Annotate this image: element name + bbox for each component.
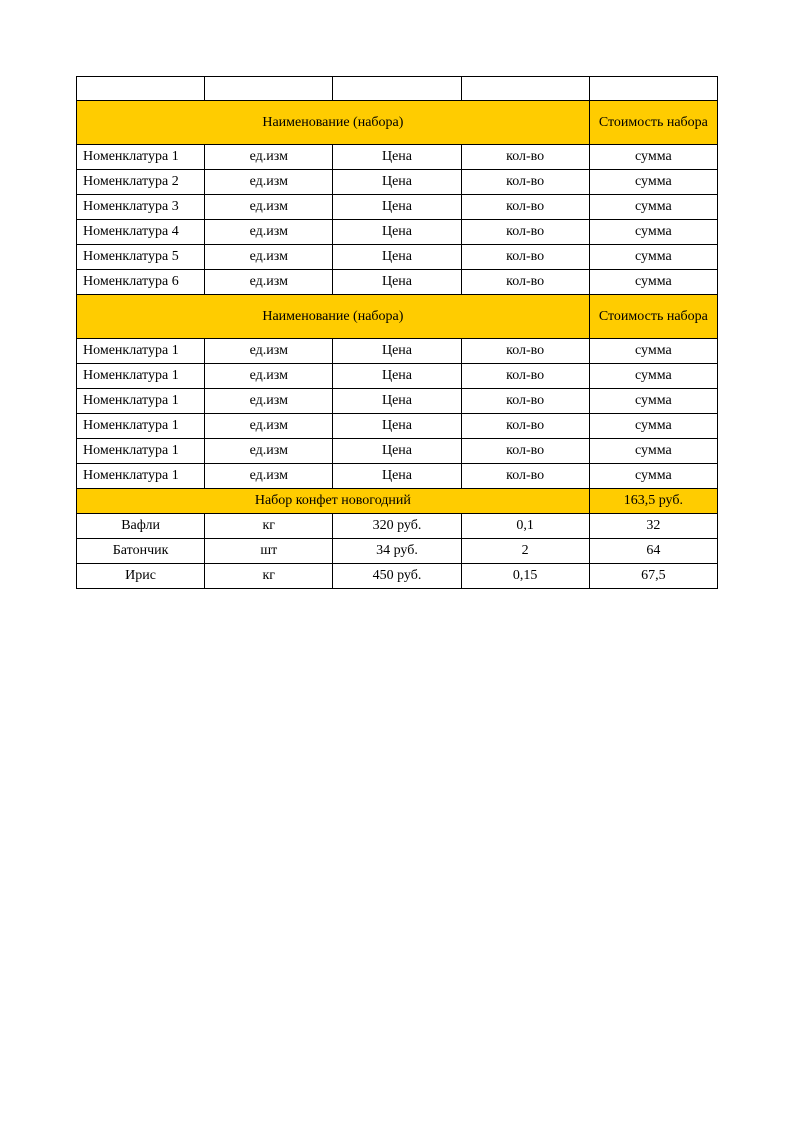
table-row bbox=[77, 414, 718, 439]
item-price[interactable]: Цена bbox=[333, 339, 461, 364]
item-price[interactable]: Цена bbox=[333, 270, 461, 295]
item-unit[interactable]: ед.изм bbox=[205, 339, 333, 364]
item-price[interactable]: Цена bbox=[333, 220, 461, 245]
cell[interactable] bbox=[461, 77, 589, 101]
item-price[interactable]: 450 руб. bbox=[333, 564, 461, 589]
item-qty[interactable]: кол-во bbox=[461, 339, 589, 364]
item-sum[interactable]: сумма bbox=[589, 464, 717, 489]
blank-row bbox=[77, 77, 718, 101]
item-price[interactable]: Цена bbox=[333, 464, 461, 489]
item-name[interactable]: Номенклатура 6 bbox=[77, 270, 205, 295]
item-sum[interactable]: 64 bbox=[589, 539, 717, 564]
cell[interactable] bbox=[205, 77, 333, 101]
table-row bbox=[77, 245, 718, 270]
table-row bbox=[77, 514, 718, 539]
item-price[interactable]: Цена bbox=[333, 364, 461, 389]
item-price[interactable]: Цена bbox=[333, 389, 461, 414]
item-price[interactable]: Цена bbox=[333, 245, 461, 270]
set-name-header[interactable]: Наименование (набора) bbox=[77, 295, 590, 339]
item-name[interactable]: Номенклатура 4 bbox=[77, 220, 205, 245]
item-sum[interactable]: сумма bbox=[589, 414, 717, 439]
example-set-header-row bbox=[77, 489, 718, 514]
item-unit[interactable]: ед.изм bbox=[205, 245, 333, 270]
item-qty[interactable]: кол-во bbox=[461, 439, 589, 464]
item-unit[interactable]: ед.изм bbox=[205, 220, 333, 245]
cell[interactable] bbox=[589, 77, 717, 101]
item-qty[interactable]: кол-во bbox=[461, 389, 589, 414]
item-sum[interactable]: 67,5 bbox=[589, 564, 717, 589]
item-qty[interactable]: 2 bbox=[461, 539, 589, 564]
item-qty[interactable]: кол-во bbox=[461, 245, 589, 270]
set-cost-header[interactable]: Стоимость набора bbox=[589, 101, 717, 145]
item-price[interactable]: Цена bbox=[333, 414, 461, 439]
item-sum[interactable]: сумма bbox=[589, 364, 717, 389]
table-row bbox=[77, 539, 718, 564]
item-sum[interactable]: сумма bbox=[589, 195, 717, 220]
item-unit[interactable]: ед.изм bbox=[205, 464, 333, 489]
item-unit[interactable]: шт bbox=[205, 539, 333, 564]
item-sum[interactable]: сумма bbox=[589, 270, 717, 295]
item-qty[interactable]: кол-во bbox=[461, 170, 589, 195]
item-unit[interactable]: кг bbox=[205, 514, 333, 539]
example-set-name[interactable]: Набор конфет новогодний bbox=[77, 489, 590, 514]
item-name[interactable]: Номенклатура 5 bbox=[77, 245, 205, 270]
table-row bbox=[77, 339, 718, 364]
item-qty[interactable]: кол-во bbox=[461, 145, 589, 170]
item-unit[interactable]: ед.изм bbox=[205, 439, 333, 464]
item-sum[interactable]: сумма bbox=[589, 145, 717, 170]
item-qty[interactable]: 0,15 bbox=[461, 564, 589, 589]
item-qty[interactable]: кол-во bbox=[461, 195, 589, 220]
item-name[interactable]: Номенклатура 1 bbox=[77, 339, 205, 364]
item-name[interactable]: Номенклатура 1 bbox=[77, 439, 205, 464]
table-row bbox=[77, 220, 718, 245]
set-header-row bbox=[77, 295, 718, 339]
table-row bbox=[77, 364, 718, 389]
item-unit[interactable]: ед.изм bbox=[205, 414, 333, 439]
item-sum[interactable]: сумма bbox=[589, 339, 717, 364]
set-cost-header[interactable]: Стоимость набора bbox=[589, 295, 717, 339]
item-qty[interactable]: кол-во bbox=[461, 364, 589, 389]
item-unit[interactable]: ед.изм bbox=[205, 170, 333, 195]
item-price[interactable]: Цена bbox=[333, 195, 461, 220]
item-qty[interactable]: кол-во bbox=[461, 220, 589, 245]
item-qty[interactable]: 0,1 bbox=[461, 514, 589, 539]
item-unit[interactable]: ед.изм bbox=[205, 270, 333, 295]
table-row bbox=[77, 464, 718, 489]
item-sum[interactable]: сумма bbox=[589, 170, 717, 195]
item-name[interactable]: Номенклатура 1 bbox=[77, 145, 205, 170]
table-row bbox=[77, 145, 718, 170]
item-price[interactable]: Цена bbox=[333, 145, 461, 170]
cell[interactable] bbox=[77, 77, 205, 101]
item-price[interactable]: 320 руб. bbox=[333, 514, 461, 539]
set-name-header[interactable]: Наименование (набора) bbox=[77, 101, 590, 145]
item-unit[interactable]: ед.изм bbox=[205, 145, 333, 170]
item-sum[interactable]: сумма bbox=[589, 389, 717, 414]
item-name[interactable]: Ирис bbox=[77, 564, 205, 589]
item-name[interactable]: Вафли bbox=[77, 514, 205, 539]
table-row bbox=[77, 439, 718, 464]
item-name[interactable]: Номенклатура 3 bbox=[77, 195, 205, 220]
item-unit[interactable]: ед.изм bbox=[205, 389, 333, 414]
item-sum[interactable]: 32 bbox=[589, 514, 717, 539]
item-sum[interactable]: сумма bbox=[589, 439, 717, 464]
item-name[interactable]: Номенклатура 2 bbox=[77, 170, 205, 195]
table-row bbox=[77, 170, 718, 195]
table-row bbox=[77, 195, 718, 220]
set-header-row bbox=[77, 101, 718, 145]
table-row bbox=[77, 564, 718, 589]
item-name[interactable]: Номенклатура 1 bbox=[77, 389, 205, 414]
item-name[interactable]: Номенклатура 1 bbox=[77, 414, 205, 439]
item-qty[interactable]: кол-во bbox=[461, 270, 589, 295]
item-name[interactable]: Номенклатура 1 bbox=[77, 464, 205, 489]
item-price[interactable]: Цена bbox=[333, 439, 461, 464]
item-unit[interactable]: кг bbox=[205, 564, 333, 589]
item-qty[interactable]: кол-во bbox=[461, 414, 589, 439]
item-price[interactable]: Цена bbox=[333, 170, 461, 195]
item-unit[interactable]: ед.изм bbox=[205, 195, 333, 220]
table-row bbox=[77, 270, 718, 295]
item-qty[interactable]: кол-во bbox=[461, 464, 589, 489]
item-sum[interactable]: сумма bbox=[589, 245, 717, 270]
item-sum[interactable]: сумма bbox=[589, 220, 717, 245]
item-price[interactable]: 34 руб. bbox=[333, 539, 461, 564]
item-name[interactable]: Номенклатура 1 bbox=[77, 364, 205, 389]
example-set-cost[interactable]: 163,5 руб. bbox=[589, 489, 717, 514]
set-cost-table bbox=[76, 76, 718, 589]
item-name[interactable]: Батончик bbox=[77, 539, 205, 564]
cell[interactable] bbox=[333, 77, 461, 101]
item-unit[interactable]: ед.изм bbox=[205, 364, 333, 389]
table-row bbox=[77, 389, 718, 414]
